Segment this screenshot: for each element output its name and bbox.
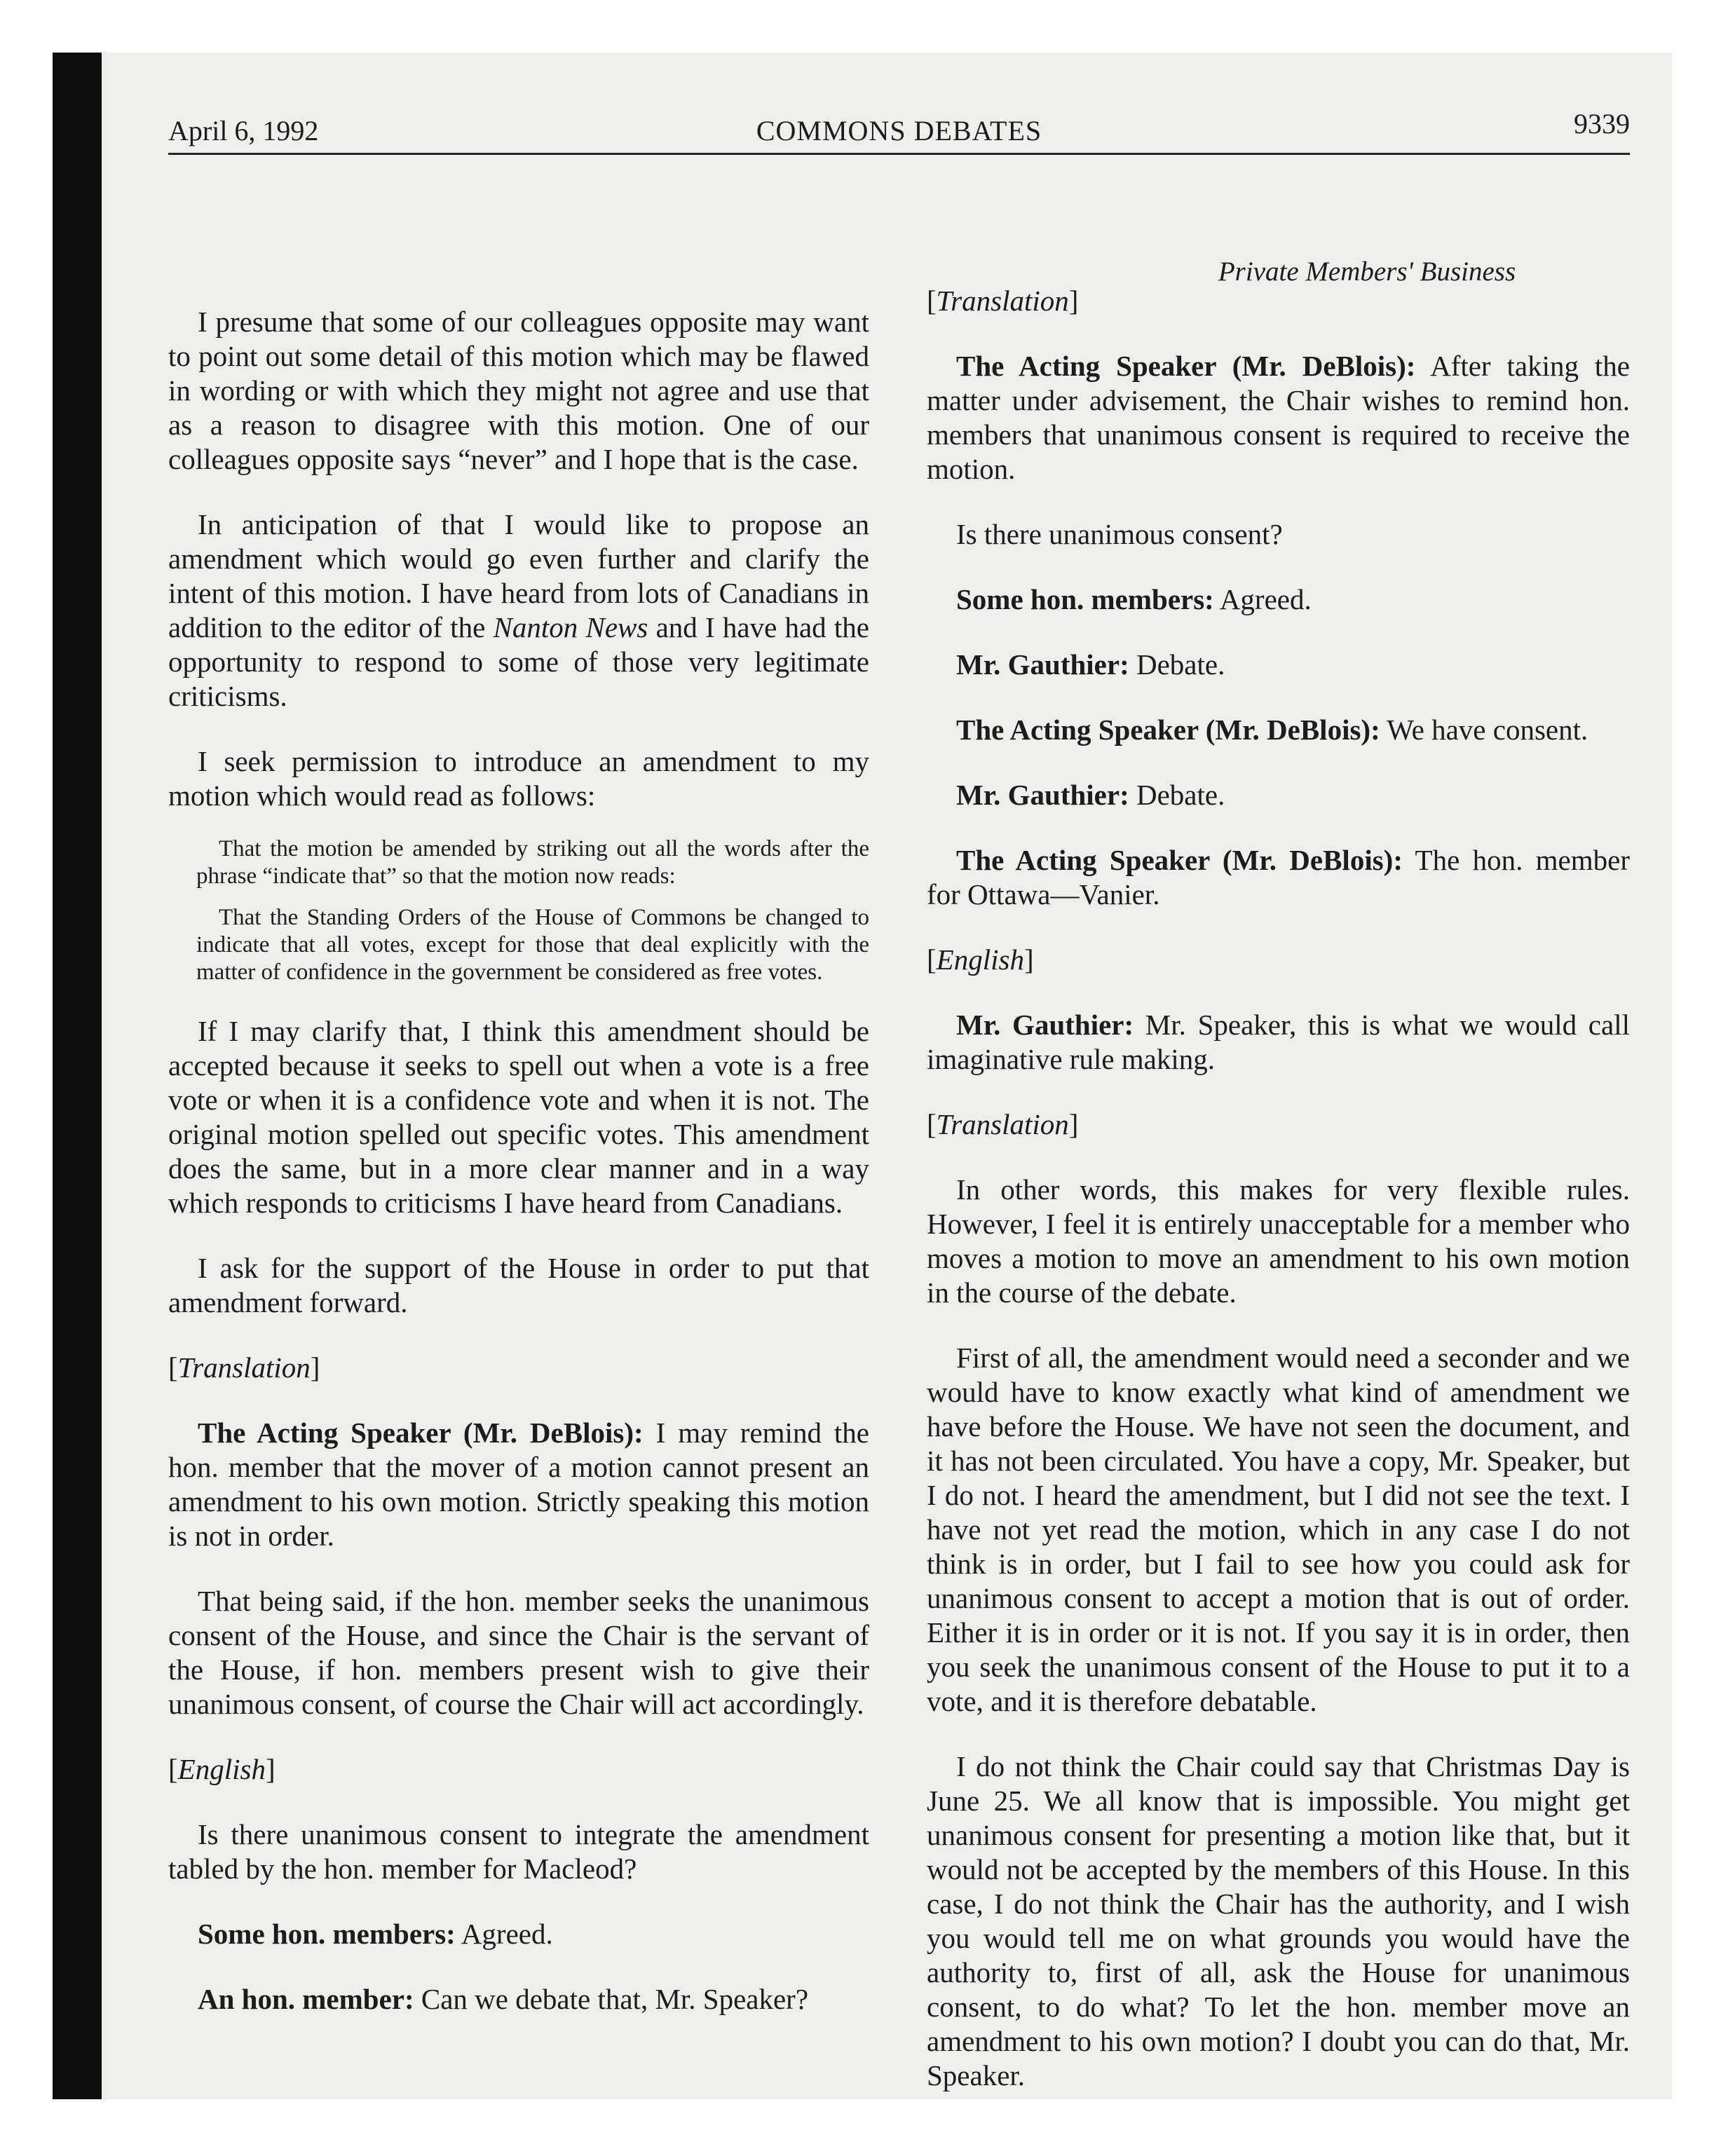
paragraph: First of all, the amendment would need a seconder and we would have to know exactly what kind of amendment we have before the House. We have not seen the document, and it has not been circulated. You have a copy, Mr. Speaker, but I do not. I heard the amendment, but I did not see the text. I have not yet read the motion, which in any case I do not think is in order, but I fail to see how you could ask for unanimous consent to accept a motion that is out of order. Either it is in order or it is not. If you say it is in order, then you seek the unanimous consent of the House to put it to a vote, and it is therefore debatable. <box>927 1342 1630 1717</box>
paragraph: If I may clarify that, I think this amendment should be accepted because it seeks to spell out when a vote is a free vote or when it is a confidence vote and when it is not. The original motion spelled out specific votes. This amendment does the same, but in a more clear manner and in a way which responds to criticisms I have heard from Canadians. <box>168 1015 869 1219</box>
quote-paragraph: That the motion be amended by striking out all the words after the phrase “indicate that” so that the motion now reads: <box>196 836 869 889</box>
scan-edge-bar <box>53 53 102 2099</box>
paragraph: Is there unanimous consent to integrate the amendment tabled by the hon. member for Macleod? <box>168 1818 869 1885</box>
paragraph: I ask for the support of the House in order to put that amendment forward. <box>168 1252 869 1318</box>
language-tag-text: Translation <box>936 285 1069 317</box>
speech <box>927 778 1630 812</box>
language-tag-text: Translation <box>936 1108 1069 1140</box>
header-title: COMMONS DEBATES <box>756 115 1042 146</box>
left-column <box>168 305 869 2047</box>
speech <box>168 1416 869 1553</box>
document-page <box>168 108 1630 2092</box>
language-tag: [English] <box>927 943 1034 976</box>
language-tag: [Translation] <box>927 1108 1079 1140</box>
speech-text: Agreed. <box>1213 583 1312 615</box>
speech-text: We have consent. <box>1380 714 1588 746</box>
language-tag: [Translation] <box>168 1351 320 1384</box>
language-tag-text: English <box>936 943 1024 976</box>
newspaper-title: Nanton News <box>493 611 648 643</box>
amendment-quote <box>196 835 869 986</box>
speech <box>927 843 1630 912</box>
paragraph-text: In anticipation of that I would like to propose an amendment which would go even further and clarify the intent of this motion. I have heard from lots of Canadians in addition to the editor of the <box>168 508 869 643</box>
language-tag: [English] <box>168 1753 275 1785</box>
paragraph: In other words, this makes for very flexible rules. However, I feel it is entirely unacceptable for a member who moves a motion to move an amendment to his own motion in the course of the debate. <box>927 1173 1630 1309</box>
speaker-name: An hon. member: <box>198 1983 414 2015</box>
speech-text: The hon. member for Ottawa—Vanier. <box>927 844 1630 910</box>
paragraph: Is there unanimous consent? <box>956 518 1283 550</box>
speaker-name: Mr. Gauthier: <box>956 648 1129 681</box>
speech-text: Debate. <box>1129 779 1225 811</box>
paragraph: I do not think the Chair could say that Christmas Day is June 25. We all know that is impossible. You might get unanimous consent for presenting a motion like that, but it would not be accepted by the members of this House. In this case, I do not think the Chair has the authority, and I wish you would tell me on what grounds you would have the authority to, first of all, ask the House for unanimous consent, to do what? To let the hon. member move an amendment to his own motion? I doubt you can do that, Mr. Speaker. <box>927 1750 1630 2092</box>
speaker-name: The Acting Speaker (Mr. DeBlois): <box>956 350 1416 382</box>
speaker-name: The Acting Speaker (Mr. DeBlois): <box>198 1417 644 1449</box>
speaker-name: The Acting Speaker (Mr. DeBlois): <box>956 844 1403 876</box>
paragraph-text: and I have had the opportunity to respond to some of those very legitimate criticisms. <box>168 611 869 712</box>
paragraph: That being said, if the hon. member seeks the unanimous consent of the House, and since the Chair is the servant of the House, if hon. members present wish to give their unanimous consent, of course the Chair will act accordingly. <box>168 1585 869 1720</box>
speech <box>927 349 1630 486</box>
paragraph: I seek permission to introduce an amendment to my motion which would read as follows: <box>168 745 869 812</box>
speech <box>927 582 1630 617</box>
speech-text: Mr. Speaker, this is what we would call imaginative rule making. <box>927 1009 1630 1075</box>
speaker-name: Some hon. members: <box>198 1918 456 1950</box>
speech <box>927 1008 1630 1077</box>
paragraph: I presume that some of our colleagues opposite may want to point out some detail of this motion which may be flawed in wording or with which they might not agree and use that as a reason to disagree with this motion. One of our colleagues opposite says “never” and I hope that is the case. <box>168 306 869 475</box>
speaker-name: Mr. Gauthier: <box>956 1009 1134 1041</box>
running-head: Private Members' Business <box>1218 257 1516 287</box>
right-column <box>927 284 1630 2099</box>
speech <box>168 1917 869 1951</box>
scanned-page <box>53 53 1672 2099</box>
paragraph <box>168 507 869 714</box>
speaker-name: The Acting Speaker (Mr. DeBlois): <box>956 714 1380 746</box>
language-tag-text: English <box>177 1753 266 1785</box>
header-page-number: 9339 <box>1574 108 1630 139</box>
speech-text: Can we debate that, Mr. Speaker? <box>414 1983 809 2015</box>
page-header <box>168 108 1630 155</box>
language-tag: [Translation] <box>927 285 1079 317</box>
speaker-name: Some hon. members: <box>956 583 1214 615</box>
speech-text: I may remind the hon. member that the mover of a motion cannot present an amendment to his own motion. Strictly speaking this motion is not in order. <box>168 1417 870 1552</box>
speech <box>168 1982 869 2017</box>
speech <box>927 648 1630 682</box>
header-date: April 6, 1992 <box>168 115 319 146</box>
language-tag-text: Translation <box>177 1351 311 1384</box>
speaker-name: Mr. Gauthier: <box>956 779 1129 811</box>
speech-text: Debate. <box>1129 648 1225 681</box>
quote-paragraph: That the Standing Orders of the House of Commons be changed to indicate that all votes, except for those that deal explicitly with the matter of confidence in the government be considered as free votes. <box>196 905 869 985</box>
speech <box>927 713 1630 747</box>
speech-text: Agreed. <box>455 1918 553 1950</box>
speech-text: After taking the matter under advisement, the Chair wishes to remind hon. members that unanimous consent is required to receive the motion. <box>927 350 1630 485</box>
